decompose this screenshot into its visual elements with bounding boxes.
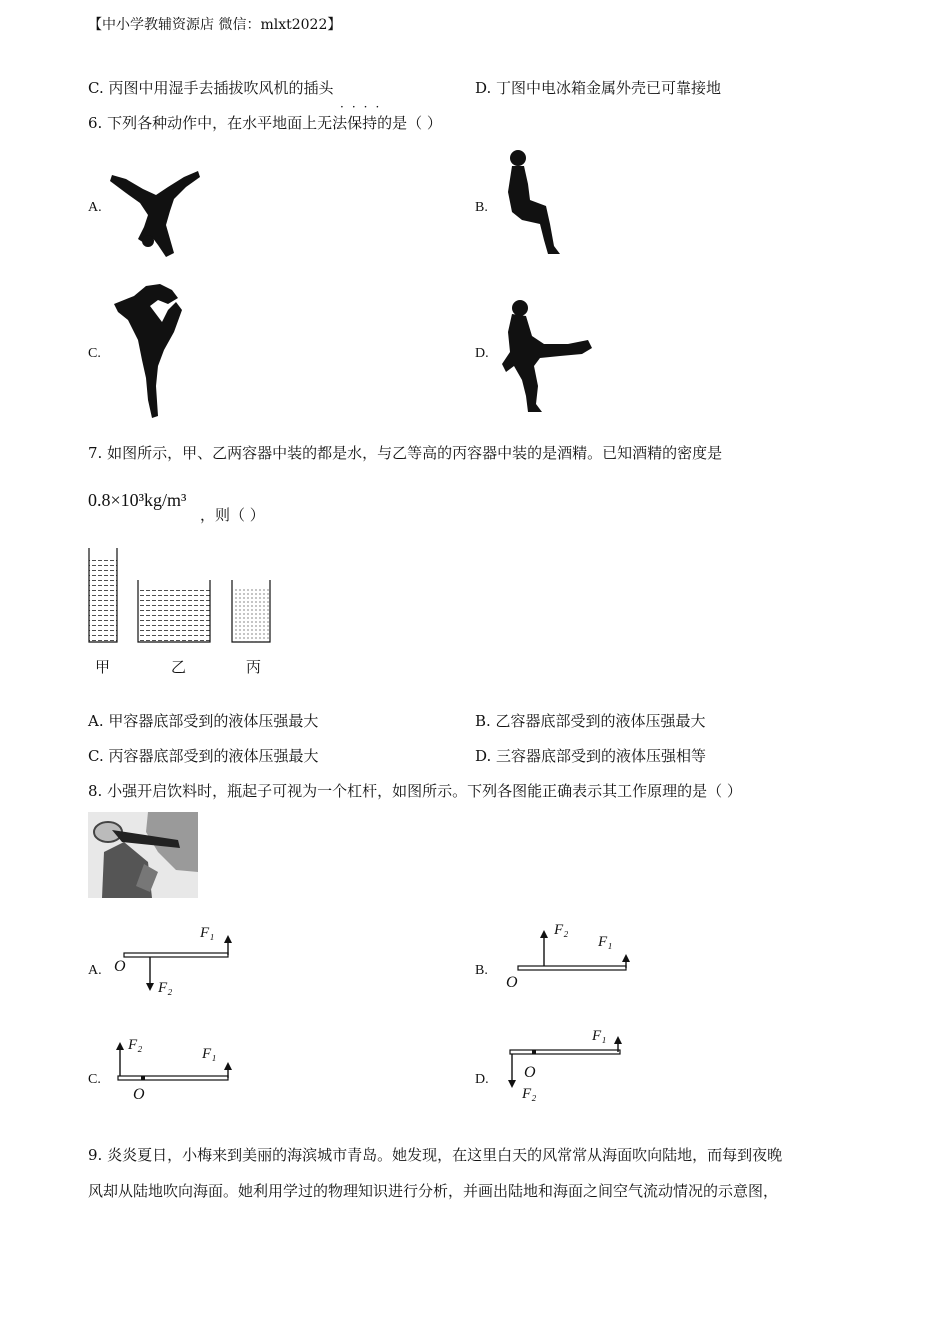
lever-c-f1-label: F₁ bbox=[202, 1046, 217, 1062]
container-bing bbox=[232, 580, 270, 642]
q6-label-a: A. bbox=[88, 200, 102, 215]
q7-density: 0.8×10³kg/m³ bbox=[88, 490, 187, 510]
q6-label-c: C. bbox=[88, 346, 101, 361]
lever-b-f1-label: F₁ bbox=[598, 934, 613, 950]
lever-diagram-b bbox=[510, 922, 640, 982]
q8-bottle-opener-photo bbox=[88, 812, 198, 898]
silhouette-c-standing-split bbox=[112, 282, 187, 420]
container-yi bbox=[138, 580, 210, 642]
lever-d-f2-label: F₂ bbox=[522, 1086, 537, 1102]
lever-a-o-label: O bbox=[114, 958, 126, 975]
container-label-yi: 乙 bbox=[171, 658, 187, 676]
q5-option-c: C. 丙图中用湿手去插拔吹风机的插头 bbox=[88, 79, 334, 97]
lever-b-f2-label: F₂ bbox=[554, 922, 569, 938]
q7-containers-figure bbox=[86, 548, 276, 648]
q6-stem: 6. 下列各种动作中，在水平地面上无法保持的是（ ） bbox=[88, 114, 442, 132]
q8-label-a: A. bbox=[88, 963, 102, 978]
lever-c-f2-label: F₂ bbox=[128, 1037, 143, 1053]
silhouette-b-sitting bbox=[500, 148, 565, 258]
lever-a-f2-label: F₂ bbox=[158, 980, 173, 996]
lever-d-o-label: O bbox=[524, 1064, 536, 1081]
lever-c-o-label: O bbox=[133, 1086, 145, 1103]
container-jia bbox=[89, 548, 117, 642]
silhouette-d-high-kick bbox=[498, 296, 596, 416]
q8-stem: 8. 小强开启饮料时，瓶起子可视为一个杠杆，如图所示。下列各图能正确表示其工作原理的是（ ） bbox=[88, 782, 742, 800]
q8-label-b: B. bbox=[475, 963, 488, 978]
page-header: 【中小学教辅资源店 微信：mlxt2022】 bbox=[88, 17, 342, 33]
q7-option-a: A. 甲容器底部受到的液体压强最大 bbox=[88, 712, 319, 730]
q5-option-d: D. 丁图中电冰箱金属外壳已可靠接地 bbox=[475, 79, 722, 97]
q7-stem: 7. 如图所示，甲、乙两容器中装的都是水，与乙等高的丙容器中装的是酒精。已知酒精的密度是 bbox=[88, 444, 723, 462]
container-label-bing: 丙 bbox=[246, 658, 262, 676]
lever-diagram-a bbox=[110, 925, 240, 1000]
lever-d-f1-label: F₁ bbox=[592, 1028, 607, 1044]
q9-line-1: 9. 炎炎夏日，小梅来到美丽的海滨城市青岛。她发现，在这里白天的风常常从海面吹向陆地，而每到夜晚 bbox=[88, 1146, 783, 1164]
lever-diagram-d bbox=[500, 1030, 630, 1095]
q8-label-c: C. bbox=[88, 1072, 101, 1087]
q6-label-b: B. bbox=[475, 200, 488, 215]
q7-option-d: D. 三容器底部受到的液体压强相等 bbox=[475, 747, 707, 765]
container-label-jia: 甲 bbox=[95, 658, 111, 676]
q7-then: ，则（ ） bbox=[200, 506, 265, 524]
q6-emphasis-dots: ···· bbox=[340, 100, 388, 114]
silhouette-a-handstand bbox=[108, 165, 203, 260]
q8-label-d: D. bbox=[475, 1072, 489, 1087]
q7-option-b: B. 乙容器底部受到的液体压强最大 bbox=[475, 712, 706, 730]
lever-a-f1-label: F₁ bbox=[200, 925, 215, 941]
q6-label-d: D. bbox=[475, 346, 489, 361]
q7-option-c: C. 丙容器底部受到的液体压强最大 bbox=[88, 747, 319, 765]
q9-line-2: 风却从陆地吹向海面。她利用学过的物理知识进行分析，并画出陆地和海面之间空气流动情况的示意图， bbox=[88, 1182, 779, 1200]
lever-b-o-label: O bbox=[506, 974, 518, 991]
